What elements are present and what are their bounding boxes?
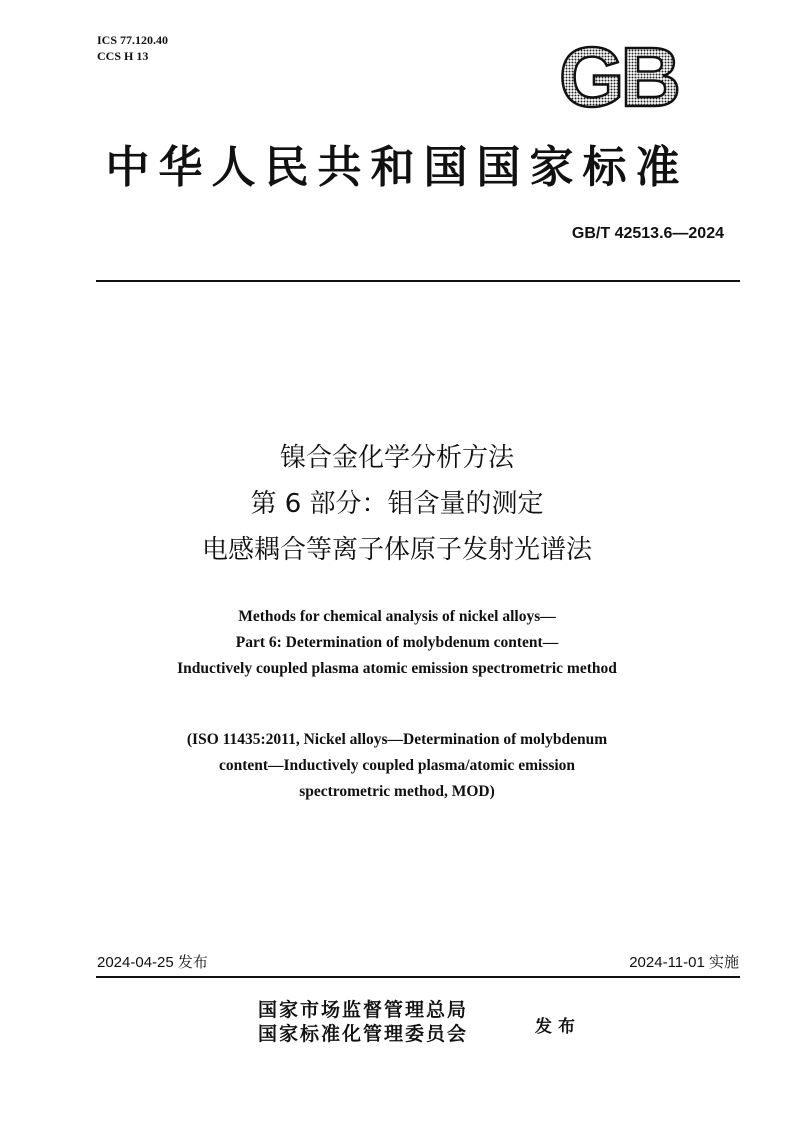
iso-reference-line-2: content—Inductively coupled plasma/atomic emission — [218, 757, 576, 774]
gb-logo-text: GB — [559, 40, 677, 114]
classification-codes — [97, 32, 168, 64]
authority-samr: 国家市场监督管理总局 — [258, 999, 469, 1021]
chinese-title-line-3: 电感耦合等离子体原子发射光谱法 — [201, 535, 592, 565]
iso-reference-line-1: (ISO 11435:2011, Nickel alloys—Determination of molybdenum — [186, 731, 608, 748]
gb-logo — [538, 40, 698, 114]
english-title-line-2: Part 6: Determination of molybdenum content— — [235, 634, 559, 651]
chinese-title — [0, 435, 794, 573]
national-standard-title: 中华人民共和国国家标准 — [105, 142, 689, 193]
issuing-authorities — [258, 998, 468, 1046]
english-title-line-3: Inductively coupled plasma atomic emission spectrometric method — [177, 660, 617, 677]
standard-number: GB/T 42513.6—2024 — [571, 225, 724, 242]
ics-code: ICS 77.120.40 — [97, 33, 169, 47]
gb-logo-graphic — [538, 40, 698, 114]
english-title-line-1: Methods for chemical analysis of nickel alloys— — [238, 608, 556, 625]
header-divider — [96, 280, 740, 282]
chinese-title-line-2: 第 6 部分：钼含量的测定 — [250, 489, 544, 519]
publish-label: 发布 — [535, 1017, 581, 1037]
ccs-code: CCS H 13 — [97, 49, 149, 63]
issue-date: 2024-04-25 发布 — [97, 954, 208, 971]
authority-sac: 国家标准化管理委员会 — [258, 1023, 469, 1045]
implementation-date: 2024-11-01 实施 — [629, 954, 739, 971]
english-title — [0, 604, 794, 682]
footer-divider — [96, 976, 740, 978]
iso-reference-line-3: spectrometric method, MOD) — [299, 783, 495, 800]
iso-reference — [0, 727, 794, 805]
chinese-title-line-1: 镍合金化学分析方法 — [279, 443, 514, 473]
